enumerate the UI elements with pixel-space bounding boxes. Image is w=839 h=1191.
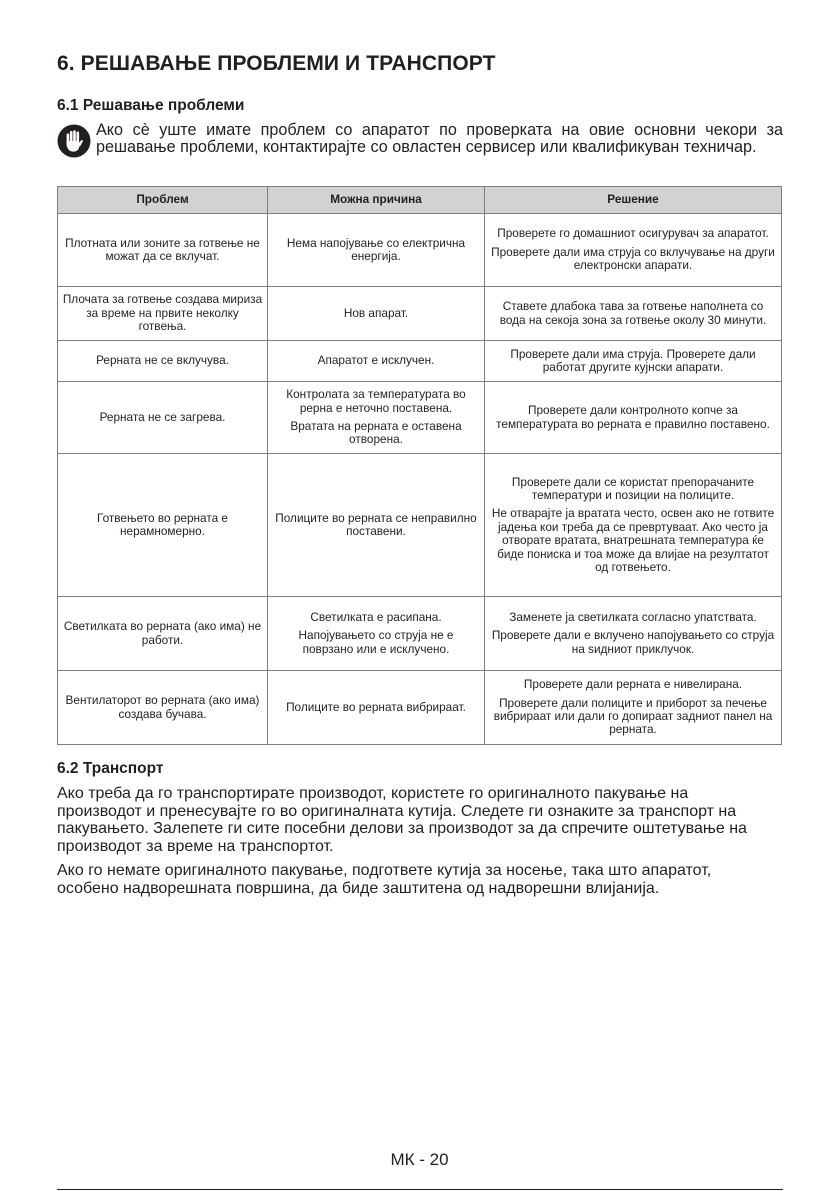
table-row [58,454,782,597]
solution-text: Не отварајте ја вратата често, освен ако не готвите јадења кои треба да се превртуваат. Ако често ја отворате вратата, внатрешната температура ќе биде пониска и тоа може да влијае на резултатот од готвењето. [491,506,775,575]
cause-cell [268,382,485,454]
solution-cell [485,382,782,454]
table-row [58,597,782,671]
solution-cell [485,597,782,671]
page-number: МК - 20 [390,1150,449,1169]
stop-hand-icon [57,124,91,158]
troubleshooting-heading: 6.1 Решавање проблеми [57,97,245,114]
solution-text: Заменете ја светилката согласно упатствата. [509,609,757,624]
solution-text: Проверете дали има струја со вклучување на други електронски апарати. [491,244,775,273]
problem-cell [58,454,268,597]
problem-cell [58,214,268,287]
problem-text: Светилката во рерната (ако има) не работи. [63,619,262,647]
solution-text: Проверете дали има струја. Проверете дали работат другите кујнски апарати. [510,346,756,374]
problem-text: Готвењето во рерната е нерамномерно. [96,510,228,538]
header-solution: Решение [485,187,782,214]
warning-notice [57,122,783,156]
problem-cell [58,341,268,382]
table-row [58,214,782,287]
solution-text: Ставете длабока тава за готвење наполнета со вода на секоја зона за готвење околу 30 минути. [499,299,767,327]
problem-cell [58,671,268,745]
problem-text: Плотната или зоните за готвење не можат да се вклучат. [65,235,260,263]
transport-heading: 6.2 Транспорт [57,760,164,777]
cause-cell [268,597,485,671]
problem-text: Вентилаторот во рерната (ако има) создава бучава. [65,693,260,721]
header-problem: Проблем [58,187,268,214]
table-row [58,287,782,341]
problem-cell [58,597,268,671]
problem-cell [58,382,268,454]
cause-cell [268,341,485,382]
transport-paragraph: Ако треба да го транспортирате производот, користете го оригиналното пакување на производот и пренесувајте го во оригиналната кутија. Следете ги ознаките за транспорт на пакувањето. Залепете ги сите посебни делови за производот за да спречите оштетување на производот за време на транспортот. [57,785,747,855]
solution-text: Проверете дали рерната е нивелирана. [523,677,743,692]
solution-text: Проверете дали полиците и приборот за печење вибрираат или дали го допираат задниот панел на рерната. [493,695,773,737]
troubleshooting-table [57,186,782,745]
cause-text: Нема напојување со електрична енергија. [286,235,466,263]
cause-text: Полиците во рерната вибрираат. [286,699,466,714]
notice-text: Ако сè уште имате проблем со апаратот по проверката на овие основни чекори за решавање проблеми, контактирајте со овластен сервисер или квалификуван техничар. [96,121,783,156]
problem-text: Рерната не се загрева. [99,409,226,424]
table-header-row [58,187,782,214]
table-row [58,382,782,454]
problem-text: Рерната не се вклучува. [96,353,229,368]
solution-text: Проверете дали контролното копче за температурата во рерната е правилно поставено. [496,403,770,431]
solution-cell [485,214,782,287]
header-cause: Можна причина [268,187,485,214]
cause-text: Светилката е расипана. [310,609,442,624]
footer-divider [57,1189,783,1190]
cause-cell [268,214,485,287]
cause-text: Напојувањето со струја не е поврзано или е исклучено. [298,628,454,656]
table-row [58,341,782,382]
table-row [58,671,782,745]
cause-text: Полиците во рерната се неправилно поставени. [275,510,477,538]
cause-cell [268,287,485,341]
solution-text: Проверете дали се користат препорачаните температури и позиции на полиците. [511,474,755,502]
solution-cell [485,287,782,341]
solution-cell [485,454,782,597]
problem-cell [58,287,268,341]
problem-text: Плочата за готвење создава мириза за време на првите неколку готвења. [62,292,263,334]
solution-cell [485,341,782,382]
section-title: 6. РЕШАВАЊЕ ПРОБЛЕМИ И ТРАНСПОРТ [57,52,496,75]
solution-cell [485,671,782,745]
cause-text: Апаратот е исклучен. [317,353,435,368]
solution-text: Проверете го домашниот осигурувач за апаратот. [497,226,769,241]
cause-text: Нов апарат. [343,305,409,320]
cause-cell [268,454,485,597]
cause-cell [268,671,485,745]
transport-paragraph: Ако го немате оригиналното пакување, подгответе кутија за носење, така што апаратот, особено надворешната површина, да биде заштитена од надворешни влијанија. [57,862,712,897]
cause-text: Контролата за температурата во рерна е неточно поставена. [286,387,466,415]
cause-text: Вратата на рерната е оставена отворена. [290,419,462,447]
solution-text: Проверете дали е вклучено напојувањето со струја на ѕидниот приклучок. [491,628,775,656]
